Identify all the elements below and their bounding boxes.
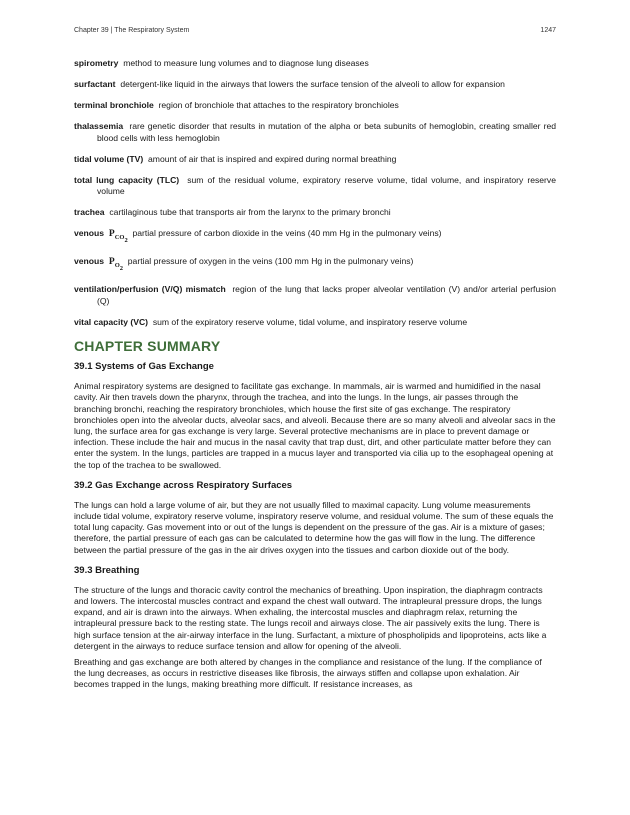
glossary-term: tidal volume (TV): [74, 153, 144, 164]
glossary-term: terminal bronchiole: [74, 99, 154, 110]
section-title-39-2: 39.2 Gas Exchange across Respiratory Surfaces: [74, 479, 293, 491]
pressure-symbol: $P_{CO_2}$: [108, 229, 128, 245]
glossary-term: spirometry: [74, 58, 119, 68]
glossary-entry-venous-pco2: [74, 228, 556, 247]
glossary-term: ventilation/perfusion (V/Q) mismatch: [74, 284, 226, 295]
glossary-term: surfactant: [74, 78, 116, 89]
glossary-definition: region of the lung that lacks proper alveolar ventilation (V) and/or arterial perfusion (Q): [97, 284, 556, 306]
glossary-term: venous: [74, 256, 105, 267]
glossary-definition: partial pressure of carbon dioxide in the veins (40 mm Hg in the pulmonary veins): [132, 228, 442, 239]
glossary-definition: method to measure lung volumes and to diagnose lung diseases: [123, 58, 369, 68]
glossary-entry-total-lung-capacity: [74, 175, 556, 198]
glossary-definition: cartilaginous tube that transports air from the larynx to the primary bronchi: [109, 207, 391, 218]
glossary-entry-terminal-bronchiole: [74, 100, 556, 112]
glossary-entry-vital-capacity: [74, 317, 556, 329]
glossary-definition: detergent-like liquid in the airways that lowers the surface tension of the alveoli to allow for expansion: [120, 78, 505, 89]
chapter-summary-heading: CHAPTER SUMMARY: [74, 338, 221, 355]
glossary-term: total lung capacity (TLC): [74, 174, 180, 185]
glossary-entry-spirometry: [74, 58, 556, 70]
glossary-term: venous: [74, 228, 105, 239]
glossary-term: thalassemia: [74, 120, 124, 131]
pressure-symbol: $P_{O_2}$: [108, 257, 123, 273]
glossary-definition: rare genetic disorder that results in mutation of the alpha or beta subunits of hemoglobin, creating smaller red blood cells with less hemoglobin: [97, 120, 556, 143]
glossary-entry-surfactant: [74, 79, 556, 91]
glossary-term: trachea: [74, 207, 105, 218]
glossary-definition: region of bronchiole that attaches to the respiratory bronchioles: [158, 99, 399, 110]
section-title-39-1: 39.1 Systems of Gas Exchange: [74, 361, 214, 373]
page-content: [74, 58, 556, 700]
glossary-definition: sum of the expiratory reserve volume, tidal volume, and inspiratory reserve volume: [152, 316, 468, 327]
page-number: 1247: [540, 27, 556, 34]
glossary-definition: amount of air that is inspired and expired during normal breathing: [148, 153, 397, 164]
glossary-definition: sum of the residual volume, expiratory reserve volume, tidal volume, and inspiratory reserve volume: [97, 174, 556, 197]
glossary-term: vital capacity (VC): [74, 316, 149, 327]
section-title-39-3: 39.3 Breathing: [74, 564, 140, 576]
section-paragraph: Breathing and gas exchange are both altered by changes in the compliance and resistance of the lung. If the compliance of the lung decreases, as occurs in restrictive diseases like fibrosis, the airways stiffen and collapse upon exhalation. Air becomes trapped in the lungs, making breathing more difficult. If resistance increases, as: [74, 657, 542, 690]
glossary-entry-venous-po2: [74, 256, 556, 275]
glossary-entry-vq-mismatch: [74, 284, 556, 307]
glossary-definition: partial pressure of oxygen in the veins (100 mm Hg in the pulmonary veins): [127, 256, 414, 267]
glossary-entry-tidal-volume: [74, 154, 556, 166]
section-paragraph: The lungs can hold a large volume of air, but they are not usually filled to maximal capacity. Lung volume measurements include tidal volume, expiratory reserve volume, inspiratory reserve volume, and residual volume. The sum of these equals the total lung capacity. Gas movement into or out of the lungs is dependent on the pressure of the gas. Air is a mixture of gases; therefore, the partial pressure of each gas can be calculated to determine how the gas will flow in the lung. The difference between the partial pressure of the gas in the air drives oxygen into the tissues and carbon dioxide out of the body.: [74, 499, 554, 555]
page-header: [74, 27, 556, 34]
section-paragraph: The structure of the lungs and thoracic cavity control the mechanics of breathing. Upon inspiration, the diaphragm contracts and lowers. The intercostal muscles contract and expand the chest wall outward. The intrapleural pressure drops, the lungs expand, and air is drawn into the airways. When exhaling, the intercostal muscles and diaphragm relax, returning the intrapleural pressure back to the resting state. The lungs recoil and airways close. The air passively exits the lung. There is high surface tension at the air-airway interface in the lung. Surfactant, a mixture of phospholipids and lipoproteins, acts like a detergent in the airways to reduce surface tension and allow for opening of the alveoli.: [74, 584, 547, 651]
glossary-entry-thalassemia: [74, 121, 556, 144]
glossary-entry-trachea: [74, 207, 556, 219]
chapter-title: Chapter 39 | The Respiratory System: [74, 27, 190, 34]
section-paragraph: Animal respiratory systems are designed to facilitate gas exchange. In mammals, air is warmed and humidified in the nasal cavity. Air then travels down the pharynx, through the trachea, and into the lungs. In the lungs, air passes through the branching bronchi, reaching the respiratory bronchioles, which house the first site of gas exchange. The respiratory bronchioles open into the alveolar ducts, alveolar sacs, and alveoli. Because there are so many alveoli and alveolar sacs in the lung, the surface area for gas exchange is very large. Several protective mechanisms are in place to prevent damage or infection. These include the hair and mucus in the nasal cavity that trap dust, dirt, and other particulate matter before they can enter the system. In the lungs, particles are trapped in a mucus layer and transported via cilia up to the esophageal opening at the top of the trachea to be swallowed.: [74, 381, 556, 470]
